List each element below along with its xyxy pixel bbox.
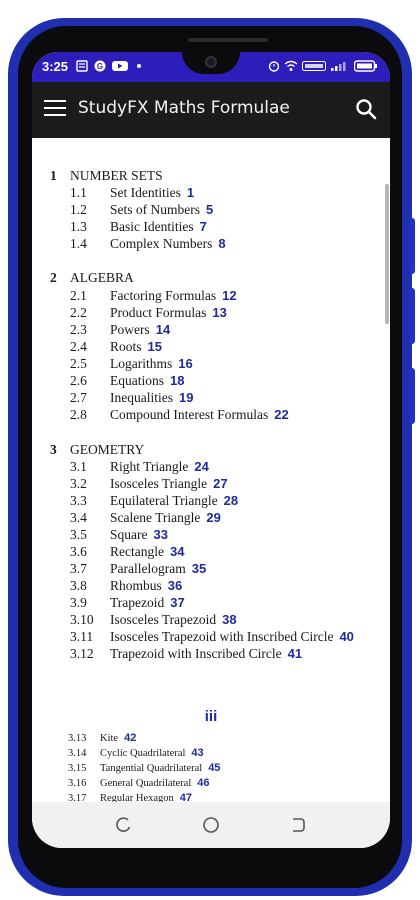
battery-icon bbox=[354, 60, 378, 72]
app-bar bbox=[32, 82, 390, 138]
toc-entry[interactable]: 3.9 Trapezoid 37 bbox=[70, 595, 185, 610]
page-link: 28 bbox=[223, 493, 239, 508]
page-number-marker: iii bbox=[204, 708, 218, 725]
toc-entry[interactable]: 1.2 Sets of Numbers 5 bbox=[70, 202, 214, 217]
svg-text:G: G bbox=[96, 62, 104, 71]
page-link: 13 bbox=[212, 305, 227, 320]
app-title: StudyFX Maths Formulae bbox=[78, 98, 290, 118]
toc-entry[interactable]: 3.10 Isosceles Trapezoid 38 bbox=[70, 612, 237, 627]
status-bar bbox=[32, 52, 390, 82]
toc-entry[interactable]: 3.13 Kite 42 bbox=[68, 732, 137, 744]
page-link: 8 bbox=[218, 236, 226, 251]
back-icon[interactable] bbox=[288, 816, 308, 834]
toc-entry[interactable]: 3.15 Tangential Quadrilateral 45 bbox=[68, 762, 221, 774]
page-link: 43 bbox=[191, 747, 204, 759]
toc-entry[interactable]: 2.5 Logarithms 16 bbox=[70, 356, 193, 371]
page-link: 41 bbox=[287, 646, 303, 661]
volte-icon bbox=[302, 60, 326, 72]
toc-entry[interactable]: 3.7 Parallelogram 35 bbox=[70, 561, 207, 576]
page-link: 19 bbox=[178, 390, 194, 405]
toc-entry[interactable]: 3.6 Rectangle 34 bbox=[70, 544, 185, 559]
toc-entry[interactable]: 3.3 Equilateral Triangle 28 bbox=[70, 493, 239, 508]
toc-entry[interactable]: 3.17 Regular Hexagon 47 bbox=[68, 792, 193, 802]
notification-dot-icon bbox=[136, 60, 142, 72]
toc-entry[interactable]: 1.1 Set Identities 1 bbox=[70, 185, 195, 200]
toc-entry[interactable]: 1.4 Complex Numbers 8 bbox=[70, 236, 226, 251]
power-button bbox=[409, 368, 415, 424]
page-link: 24 bbox=[194, 459, 209, 474]
youtube-icon bbox=[112, 60, 128, 72]
page-link: 27 bbox=[213, 476, 228, 491]
page-link: 40 bbox=[339, 629, 354, 644]
page-link: 47 bbox=[179, 792, 193, 802]
scrollbar[interactable] bbox=[385, 184, 389, 324]
toc-section-heading: 2 ALGEBRA bbox=[50, 270, 134, 285]
page-link: 45 bbox=[208, 762, 221, 774]
phone-screen bbox=[32, 52, 390, 848]
google-icon bbox=[94, 60, 106, 72]
page-link: 33 bbox=[153, 527, 168, 542]
status-time: 3:25 bbox=[42, 59, 69, 74]
toc-entry[interactable]: 3.11 Isosceles Trapezoid with Inscribed Circle 40 bbox=[70, 629, 354, 644]
toc-entry[interactable]: 3.4 Scalene Triangle 29 bbox=[70, 510, 221, 525]
volume-button bbox=[409, 218, 415, 274]
toc-entry[interactable]: 3.14 Cyclic Quadrilateral 43 bbox=[68, 747, 204, 759]
navigation-bar bbox=[32, 802, 390, 848]
toc-entry[interactable]: 1.3 Basic Identities 7 bbox=[70, 219, 207, 234]
volume-button-2 bbox=[409, 288, 415, 344]
page-link: 7 bbox=[199, 219, 207, 234]
page-link: 29 bbox=[206, 510, 221, 525]
wifi-icon bbox=[284, 60, 298, 72]
toc-entry[interactable]: 2.3 Powers 14 bbox=[70, 322, 171, 337]
camera-notch bbox=[182, 52, 240, 74]
page-link: 38 bbox=[222, 612, 237, 627]
front-camera bbox=[205, 56, 217, 68]
toc-entry[interactable]: 3.2 Isosceles Triangle 27 bbox=[70, 476, 228, 491]
page-link: 16 bbox=[178, 356, 193, 371]
toc-entry[interactable]: 2.6 Equations 18 bbox=[70, 373, 185, 388]
toc-entry[interactable]: 2.1 Factoring Formulas 12 bbox=[70, 288, 237, 303]
page-link: 1 bbox=[186, 185, 195, 200]
page-link: 42 bbox=[124, 732, 137, 744]
toc-entry[interactable]: 3.1 Right Triangle 24 bbox=[70, 459, 209, 474]
toc-entry[interactable]: 3.8 Rhombus 36 bbox=[70, 578, 183, 593]
toc-entry[interactable]: 3.12 Trapezoid with Inscribed Circle 41 bbox=[70, 646, 303, 661]
search-icon[interactable] bbox=[354, 97, 378, 121]
page-link: 18 bbox=[170, 373, 185, 388]
toc-section-heading: 1 NUMBER SETS bbox=[50, 168, 163, 183]
page-link: 36 bbox=[167, 578, 183, 593]
page-link: 22 bbox=[274, 407, 289, 422]
page-link: 34 bbox=[169, 544, 185, 559]
recent-apps-icon[interactable] bbox=[114, 816, 134, 834]
alarm-icon bbox=[268, 60, 280, 72]
page-link: 35 bbox=[191, 561, 207, 576]
toc-entry[interactable]: 3.5 Square 33 bbox=[70, 527, 168, 542]
menu-icon[interactable] bbox=[44, 100, 66, 118]
toc-entry[interactable]: 3.16 General Quadrilateral 46 bbox=[68, 777, 210, 789]
toc-entry[interactable]: 2.7 Inequalities 19 bbox=[70, 390, 194, 405]
page-link: 12 bbox=[222, 288, 237, 303]
pdf-page-view[interactable] bbox=[32, 138, 390, 802]
toc-entry[interactable]: 2.8 Compound Interest Formulas 22 bbox=[70, 407, 289, 422]
notes-icon bbox=[76, 60, 88, 72]
page-link: 14 bbox=[155, 322, 171, 337]
page-link: 37 bbox=[170, 595, 185, 610]
speaker-grille bbox=[188, 38, 268, 42]
home-icon[interactable] bbox=[201, 816, 221, 834]
toc-entry[interactable]: 2.4 Roots 15 bbox=[70, 339, 162, 354]
toc-entry[interactable]: 2.2 Product Formulas 13 bbox=[70, 305, 227, 320]
page-link: 5 bbox=[206, 202, 214, 217]
signal-icon bbox=[330, 60, 348, 72]
page-link: 15 bbox=[147, 339, 162, 354]
toc-section-heading: 3 GEOMETRY bbox=[50, 442, 145, 457]
page-link: 46 bbox=[197, 777, 210, 789]
